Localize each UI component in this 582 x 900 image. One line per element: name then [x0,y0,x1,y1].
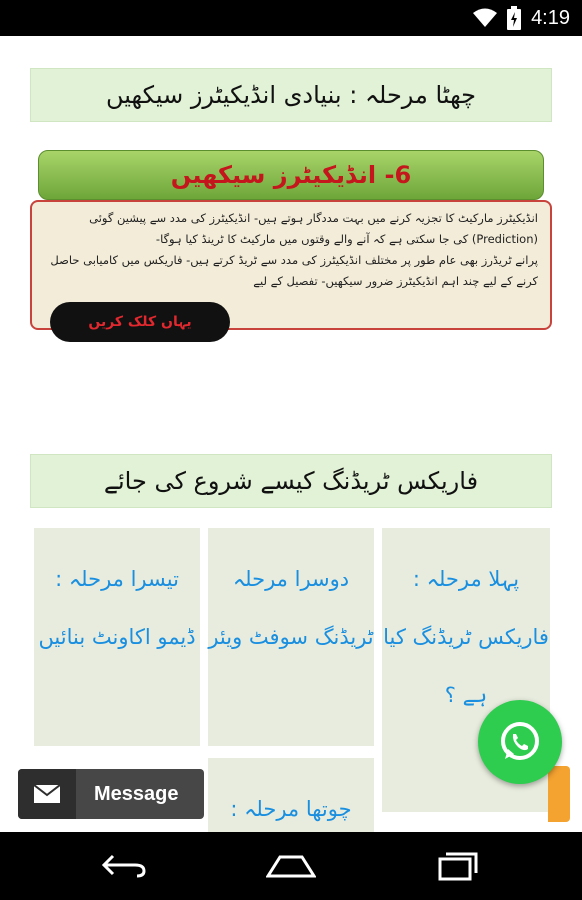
card-step4-label: چوتھا مرحلہ : [230,797,352,821]
card-step1-label: پہلا مرحلہ : فاریکس ٹریڈنگ کیا ہے ؟ [383,567,549,707]
start-trading-header[interactable] [30,454,552,508]
status-time: 4:19 [531,6,570,29]
navigation-bar [0,832,582,900]
recents-button[interactable] [418,841,498,891]
recents-icon [438,851,478,881]
whatsapp-icon [497,719,543,765]
whatsapp-button[interactable] [478,700,562,784]
home-button[interactable] [251,841,331,891]
indicators-banner[interactable] [30,150,552,360]
back-icon [101,854,147,878]
envelope-icon [34,785,60,803]
status-bar [0,0,582,36]
back-button[interactable] [84,841,164,891]
banner-title [38,150,544,200]
home-icon [266,854,316,878]
card-step4[interactable] [208,758,374,832]
message-button[interactable] [18,769,204,819]
banner-title-text: 6- انڈیکیٹرز سیکھیں [170,161,412,189]
content-scroll-area[interactable] [0,36,582,832]
banner-body-line1: انڈیکیٹرز مارکیٹ کا تجزیہ کرنے میں بہت مددگار ہوتے ہیں- انڈیکیٹرز کی مدد سے پیشین گوئی (Prediction) کی جا سکتی ہے کہ آنے والے وقتوں میں مارکیٹ کا ٹرینڈ کیا ہوگا- [89,211,538,246]
status-icons [473,6,570,30]
battery-icon [507,6,521,30]
step6-header[interactable] [30,68,552,122]
message-label: Message [94,782,179,805]
envelope-icon-box [18,769,76,819]
wifi-icon [473,8,497,28]
click-here-label: یہاں کلک کریں [88,314,192,330]
card-step2[interactable] [208,528,374,746]
banner-body-line2: پرانے ٹریڈرز بھی عام طور پر مختلف انڈیکیٹرز کی مدد سے ٹریڈ کرتے ہیں- فاریکس میں کامیابی حاصل کرنے کے لیے چند اہم انڈیکیٹرز ضرور سیکھیں- تفصیل کے لیے [50,253,538,288]
side-tab[interactable] [548,766,570,822]
step6-header-text: چھٹا مرحلہ : بنیادی انڈیکیٹرز سیکھیں [106,81,476,109]
card-step3-label: تیسرا مرحلہ : ڈیمو اکاونٹ بنائیں [38,567,196,649]
card-step3[interactable] [34,528,200,746]
card-step2-label: دوسرا مرحلہ ٹریڈنگ سوفٹ ویئر [208,567,374,649]
start-trading-header-text: فاریکس ٹریڈنگ کیسے شروع کی جائے [103,467,479,495]
click-here-button[interactable] [50,302,230,342]
